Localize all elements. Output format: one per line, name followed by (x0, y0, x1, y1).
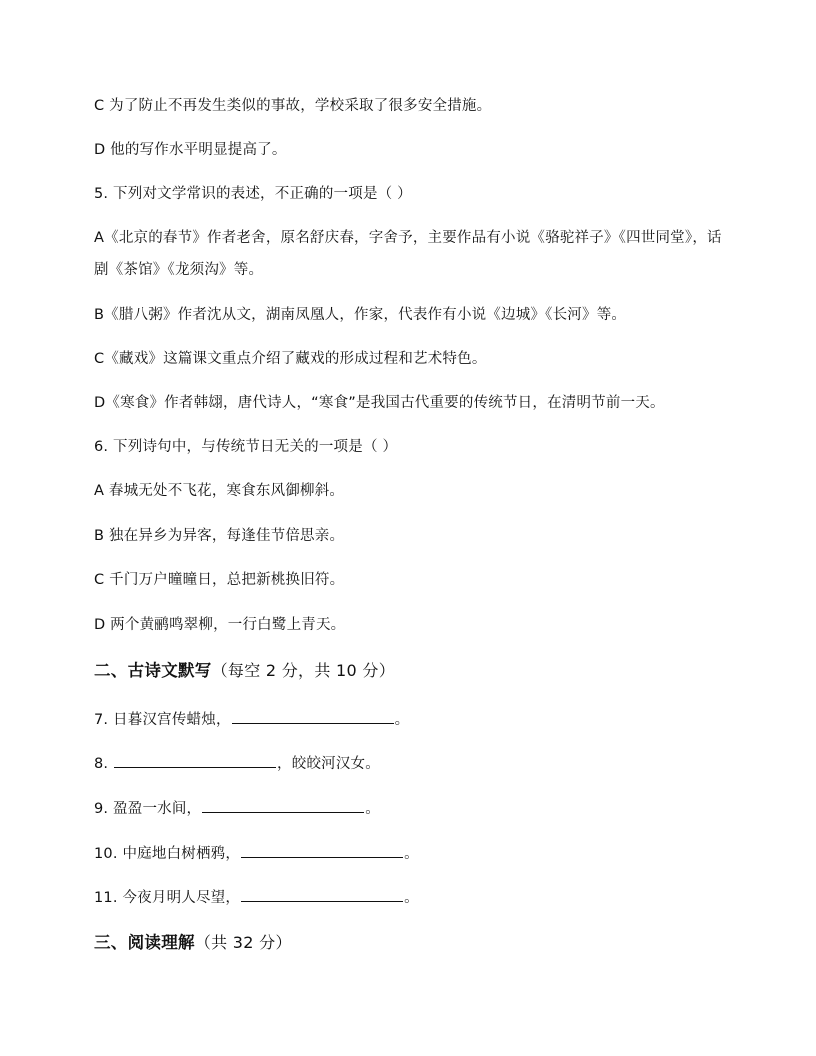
section-2-heading (94, 660, 395, 682)
q9-prefix: 9. 盈盈一水间， (94, 801, 202, 817)
q7-suffix: 。 (394, 712, 410, 728)
section-2-title: 二、古诗文默写 (94, 661, 212, 680)
q6-option-d: D 两个黄鹂鸣翠柳，一行白鹭上青天。 (94, 617, 346, 633)
section-3-note: （共 32 分） (194, 933, 292, 952)
section-2-note: （每空 2 分，共 10 分） (211, 661, 395, 680)
question-10 (94, 843, 734, 864)
q11-prefix: 11. 今夜月明人尽望， (94, 890, 241, 906)
q5-option-d: D《寒食》作者韩翃，唐代诗人，“寒食”是我国古代重要的传统节日，在清明节前一天。 (94, 395, 665, 411)
q6-option-a: A 春城无处不飞花，寒食东风御柳斜。 (94, 483, 345, 499)
q4-option-c: C 为了防止不再发生类似的事故，学校采取了很多安全措施。 (94, 98, 492, 114)
q4-option-d: D 他的写作水平明显提高了。 (94, 142, 287, 158)
question-8 (94, 753, 734, 774)
q6-option-c: C 千门万户曈曈日，总把新桃换旧符。 (94, 572, 345, 588)
q8-answer-blank[interactable] (114, 753, 276, 768)
q9-suffix: 。 (365, 801, 380, 817)
q9-answer-blank[interactable] (202, 798, 364, 813)
question-6: 6. 下列诗句中，与传统节日无关的一项是（ ） (94, 439, 398, 455)
section-3-heading (94, 932, 292, 954)
question-11 (94, 887, 734, 908)
question-5: 5. 下列对文学常识的表述，不正确的一项是（ ） (94, 186, 412, 202)
q7-answer-blank[interactable] (232, 709, 394, 724)
q10-suffix: 。 (404, 846, 419, 862)
q10-prefix: 10. 中庭地白树栖鸦， (94, 846, 241, 862)
q11-answer-blank[interactable] (241, 887, 403, 902)
q8-prefix: 8. (94, 756, 114, 772)
q8-suffix: ，皎皎河汉女。 (277, 756, 380, 772)
question-9 (94, 798, 734, 819)
section-3-title: 三、阅读理解 (94, 933, 195, 952)
q11-suffix: 。 (404, 890, 419, 906)
q5-option-b: B《腊八粥》作者沈从文，湖南凤凰人，作家，代表作有小说《边城》《长河》等。 (94, 307, 627, 323)
q6-option-b: B 独在异乡为异客，每逢佳节倍思亲。 (94, 528, 345, 544)
q10-answer-blank[interactable] (241, 843, 403, 858)
q7-prefix: 7. 日暮汉宫传蜡烛， (94, 712, 231, 728)
question-7 (94, 709, 734, 730)
q5-option-a: A《北京的春节》作者老舍，原名舒庆春，字舍予，主要作品有小说《骆驼祥子》《四世同堂》，话剧《茶馆》《龙须沟》等。 (94, 230, 722, 278)
q5-option-c: C《藏戏》这篇课文重点介绍了藏戏的形成过程和艺术特色。 (94, 351, 487, 367)
